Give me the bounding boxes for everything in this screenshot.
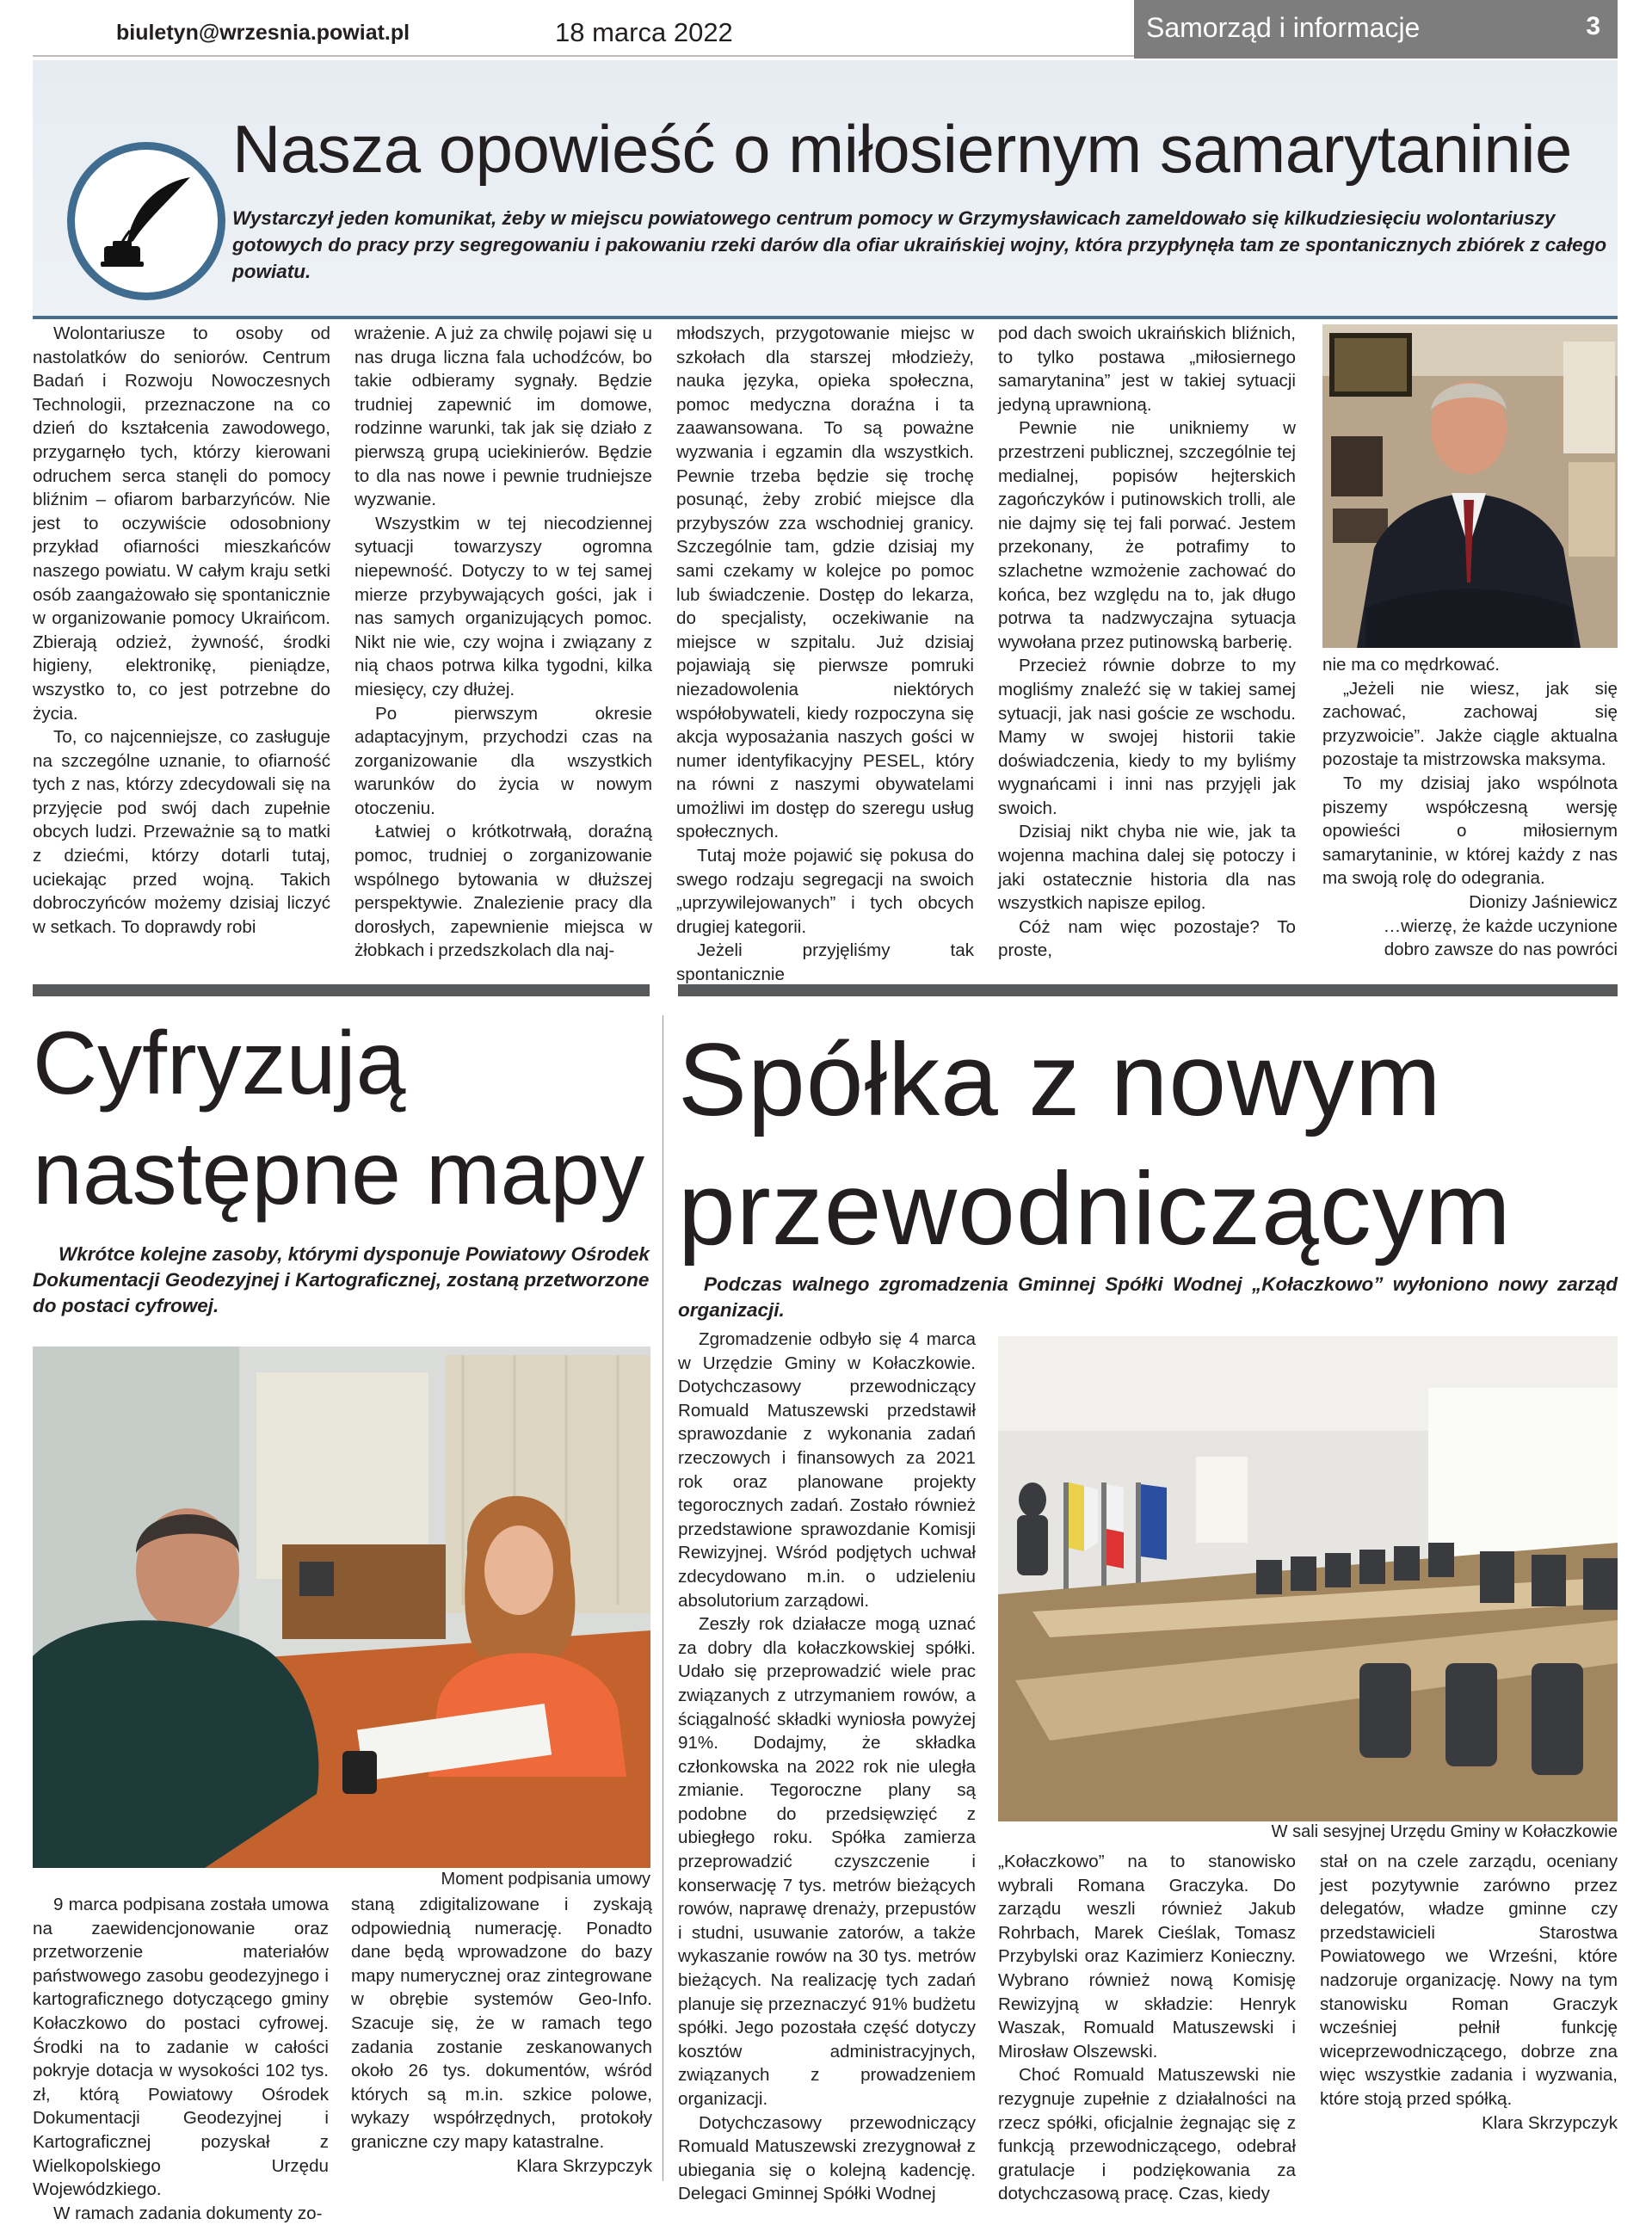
article3-photo-caption: W sali sesyjnej Urzędu Gminy w Kołaczkowie (1271, 1822, 1618, 1841)
paragraph: Tutaj może pojawić się pokusa do swego rodzaju segregacji na swoich „uprzywilejowanych” i tych obcych drugiej kategorii. (676, 846, 974, 937)
article1-column-4 (998, 322, 1296, 963)
paragraph: Pewnie nie unikniemy w przestrzeni publicznej, szczególnie tej medialnej, popisów hejterskich zagończyków i putinowskich trolli, ale nie dajmy się tej fali porwać. Jestem przekonany, że potrafimy to szlachetne wzmożenie zachować do końca, bez względu na to, jak długo potrwa ta nadzwyczajna sytuacja wywołana przez putinowską barberię. (998, 418, 1296, 652)
article1-column-1 (33, 322, 330, 939)
article1-title: Nasza opowieść o miłosiernym samarytaninie (232, 111, 1572, 187)
council-hall-photo (998, 1336, 1618, 1821)
article1-column-2 (354, 322, 652, 963)
article3-column-3 (1320, 1850, 1618, 2135)
paragraph: Jeżeli przyjęliśmy tak spontanicznie (676, 940, 974, 985)
article3-author: Klara Skrzypczyk (1482, 2112, 1618, 2133)
paragraph: staną zdigitalizowane i zyskają odpowiednią numerację. Ponadto dane będą wprowadzone do bazy mapy numerycznej oraz zintegrowane w obrębie systemów Geo-Info. Szacuje się, że w ramach tego zadania zostanie zeskanowanych około 26 tys. dokumentów, wśród których są m.in. szkice polowe, wykazy współrzędnych, protokoły graniczne czy mapy katastralne. (351, 1895, 652, 2152)
paragraph: pod dach swoich ukraińskich bliźnich, to tylko postawa „miłosiernego samarytanina” jest w takiej sytuacji jedyną uprawnioną. (998, 324, 1296, 415)
article1-lead: Wystarczył jeden komunikat, żeby w miejscu powiatowego centrum pomocy w Grzymysławicach zameldowało się kilkudziesięciu wolontariuszy gotowych do pracy przy segregowaniu i pakowaniu rzeki darów dla ofiar ukraińskiej wojny, która przypłynęła tam ze spontanicznych zbiórek z całego powiatu. (232, 207, 1607, 282)
paragraph: wrażenie. A już za chwilę pojawi się u nas druga liczna fala uchodźców, bo takie odbieramy sygnały. Będzie trudniej zapewnić im domowe, rodzinne warunki, tak jak się działo z pierwszą grupą uciekinierów. Będzie to dla nas nowe i pewnie trudniejsze wyzwanie. (354, 324, 652, 510)
article2-column-2 (351, 1893, 652, 2178)
closing-line-2: dobro zawsze do nas powróci (1384, 940, 1618, 960)
paragraph: To, co najcenniejsze, co zasługuje na szczególne uznanie, to ofiarność tych z nas, którzy zdecydowali się na przyjęcie pod swój dach zupełnie obcych ludzi. Przeważnie są to matki z dziećmi, którzy dotarli tutaj, uciekając przed wojną. Takich dobroczyńców możemy dzisiaj liczyć w setkach. To doprawdy robi (33, 727, 330, 937)
article2-author: Klara Skrzypczyk (516, 2155, 652, 2176)
article2-lead: Wkrótce kolejne zasoby, którymi dysponuje Powiatowy Ośrodek Dokumentacji Geodezyjnej i Kartograficznej, zostaną przetworzone do postaci cyfrowej. (33, 1243, 650, 1316)
article3-title: Spółka z nowym przewodniczącym (678, 1022, 1512, 1267)
paragraph: W ramach zadania dokumenty zo- (53, 2203, 323, 2223)
article3-column-1 (678, 1328, 976, 2206)
article3-lead: Podczas walnego zgromadzenia Gminnej Spółki Wodnej „Kołaczkowo” wyłoniono nowy zarząd organizacji. (678, 1273, 1618, 1321)
quill-and-inkwell-icon (101, 174, 195, 270)
contract-signing-photo (33, 1347, 650, 1868)
paragraph: Wolontariusze to osoby od nastolatków do seniorów. Centrum Badań i Rozwoju Nowoczesnych Technologii, przeznaczone na co dzień do kształcenia zawodowego, przygarnęło tych, którzy kierowani odruchem serca stanęli do pomocy bliźnim – ofiarom barbarzyńców. Nie jest to oczywiście odosobniony przykład ofiarności mieszkańców naszego powiatu. W całym kraju setki osób zaangażowało się spontanicznie w organizowanie pomocy Ukraińcom. Zbierają odzież, żywność, środki higieny, elektronikę, pieniądze, wszystko to, co jest potrzebne do życia. (33, 324, 330, 724)
article1-column-5 (1322, 653, 1618, 962)
article1-header-rule (33, 316, 1618, 319)
article1-author: Dionizy Jaśniewicz (1469, 891, 1618, 912)
article2-photo-caption: Moment podpisania umowy (441, 1870, 650, 1889)
paragraph: Przecież równie dobrze to my mogliśmy znaleźć się w takiej samej sytuacji, jak nasi goście ze wschodu. Mamy w swojej historii takie doświadczenia, kiedy to my byliśmy wygnańcami i inni nas przyjęli jak swoich. (998, 656, 1296, 818)
paragraph: 9 marca podpisana została umowa na zaewidencjonowanie oraz przetworzenie materiałów państwowego zasobu geodezyjnego i kartograficznego dotyczącego gminy Kołaczkowo do postaci cyfrowej. Środki na to zadanie w całości pokryje dotacja w wysokości 102 tys. zł, którą Powiatowy Ośrodek Dokumentacji Geodezyjnej i Kartograficznej pozyskał z Wielkopolskiego Urzędu Wojewódzkiego. (33, 1895, 329, 2200)
paragraph: Cóż nam więc pozostaje? To proste, (998, 916, 1296, 961)
paragraph: Zeszły rok działacze mogą uznać za dobry dla kołaczkowskiej spółki. Udało się przeprowadzić wiele prac związanych z utrzymaniem rowów, a ściągalność składki wyniosła powyżej 91%. Dodajmy, że składka członkowska na 2022 rok nie uległa zmianie. Tegoroczne plany są podobne do przedsięwzięć z ubiegłego roku. Spółka zamierza przeprowadzić czyszczenie i konserwację 7 tys. metrów bieżących rowów, naprawę drenaży, przepustów i studni, usuwanie zatorów, a także wykaszanie rowów na 30 tys. metrów bieżących. Na realizację tych zadań planuje się przeznaczyć 91% budżetu spółki. Jego pozostała część dotyczy kosztów administracyjnych, związanych z prowadzeniem organizacji. (678, 1614, 976, 2109)
article2-column-1 (33, 1893, 329, 2225)
paragraph: „Kołaczkowo” na to stanowisko wybrali Romana Graczyka. Do zarządu weszli również Jakub Rohrbach, Marek Cieślak, Tomasz Przybylski oraz Kazimierz Konieczny. Wybrano również nową Komisję Rewizyjną w składzie: Henryk Waszak, Romuald Matuszewski i Mirosław Olszewski. (998, 1852, 1296, 2062)
column-logo (67, 142, 225, 300)
paragraph: nie ma co mędrkować. (1322, 655, 1501, 675)
paragraph: Wszystkim w tej niecodziennej sytuacji towarzyszy ogromna niepewność. Dotyczy to w tej samej mierze przybywających gości, jak i nas samych organizujących pomoc. Nikt nie wie, czy wojna i związany z nią chaos potrwa kilka tygodni, kilka miesięcy, czy dłużej. (354, 513, 652, 700)
paragraph: Dotychczasowy przewodniczący Romuald Matuszewski zrezygnował z ubiegania się o kolejną kadencję. Delegaci Gminnej Spółki Wodnej (678, 2112, 976, 2204)
header-section-bar (1134, 0, 1618, 59)
paragraph: stał on na czele zarządu, oceniany jest pozytywnie zarówno przez delegatów, władze gminne czy przedstawicieli Starostwa Powiatowego we Wrześni, które nadzoruje organizację. Nowy na tym stanowisku Roman Graczyk wcześniej pełnił funkcję wiceprzewodniczącego, dobrze zna więc wszystkie zadania i wyzwania, które stoją przed spółką. (1320, 1852, 1618, 2109)
paragraph: To my dzisiaj jako wspólnota piszemy współczesną wersję opowieści o miłosiernym samarytaninie, w której każdy z nas ma swoją rolę do odegrania. (1322, 773, 1618, 889)
paragraph: Choć Romuald Matuszewski nie rezygnuje zupełnie z działalności na rzecz spółki, oficjalnie żegnając się z funkcją przewodniczącego, odebrał gratulacje i podziękowania za dotychczasową pracę. Czas, kiedy (998, 2065, 1296, 2204)
article2-title: Cyfryzują następne mapy (33, 1014, 645, 1223)
article2-top-rule (33, 984, 650, 996)
article3-column-2 (998, 1850, 1296, 2206)
header-date: 18 marca 2022 (555, 17, 733, 47)
paragraph: Łatwiej o krótkotrwałą, doraźną pomoc, trudniej o zorganizowanie wspólnego bytowania w dłuższej perspektywie. Znalezienie pracy dla dorosłych, zapewnienie miejsca w żłobkach i przedszkolach dla naj- (354, 822, 652, 961)
author-portrait-photo (1322, 324, 1618, 648)
header-rule (33, 55, 1136, 57)
section-name: Samorząd i informacje (1146, 12, 1421, 43)
article1-column-3 (676, 322, 974, 987)
paragraph: Po pierwszym okresie adaptacyjnym, przychodzi czas na zorganizowanie dla wszystkich warunków do życia w nowym otoczeniu. (354, 703, 652, 818)
paragraph: młodszych, przygotowanie miejsc w szkołach dla starszej młodzieży, nauka języka, opieka społeczna, pomoc medyczna doraźna i ta zaawansowana. To są poważne wyzwania i egzamin dla wszystkich. Pewnie trzeba będzie się trochę posunąć, żeby zrobić miejsce dla przybyszów zza wschodniej granicy. Szczególnie tam, gdzie dzisiaj my sami czekamy w kolejce po pomoc lub świadczenie. Dostęp do lekarza, do specjalisty, oczekiwanie na miejsce w szpitalu. Już dzisiaj pojawiają się pierwsze pomruki niezadowolenia niektórych współobywateli, kiedy rozpoczyna się akcja wyposażania naszych gości w numer identyfikacyjny PESEL, który na równi z naszymi obywatelami umożliwi im dostęp do szeregu usług społecznych. (676, 324, 974, 842)
closing-line-1: …wierzę, że każde uczynione (1383, 915, 1618, 936)
header-email: biuletyn@wrzesnia.powiat.pl (116, 21, 410, 45)
paragraph: „Jeżeli nie wiesz, jak się zachować, zachowaj się przyzwoicie”. Jakże ciągle aktualna pozostaje ta mistrzowska maksyma. (1322, 678, 1618, 770)
page-number: 3 (1586, 12, 1600, 40)
paragraph: Zgromadzenie odbyło się 4 marca w Urzędzie Gminy w Kołaczkowie. Dotychczasowy przewodniczący Romuald Matuszewski przedstawił sprawozdanie z wykonania zadań rzeczowych i finansowych za 2021 rok oraz planowane projekty tegorocznych zadań. Zostało również przedstawione sprawozdanie Komisji Rewizyjnej. Wśród podjętych uchwał zdecydowano m.in. o udzieleniu absolutorium zarządowi. (678, 1329, 976, 1611)
paragraph: Dzisiaj nikt chyba nie wie, jak ta wojenna machina dalej się potoczy i jaki ostatecznie historia dla nas wszystkich napisze epilog. (998, 822, 1296, 914)
article3-top-rule (678, 984, 1618, 996)
